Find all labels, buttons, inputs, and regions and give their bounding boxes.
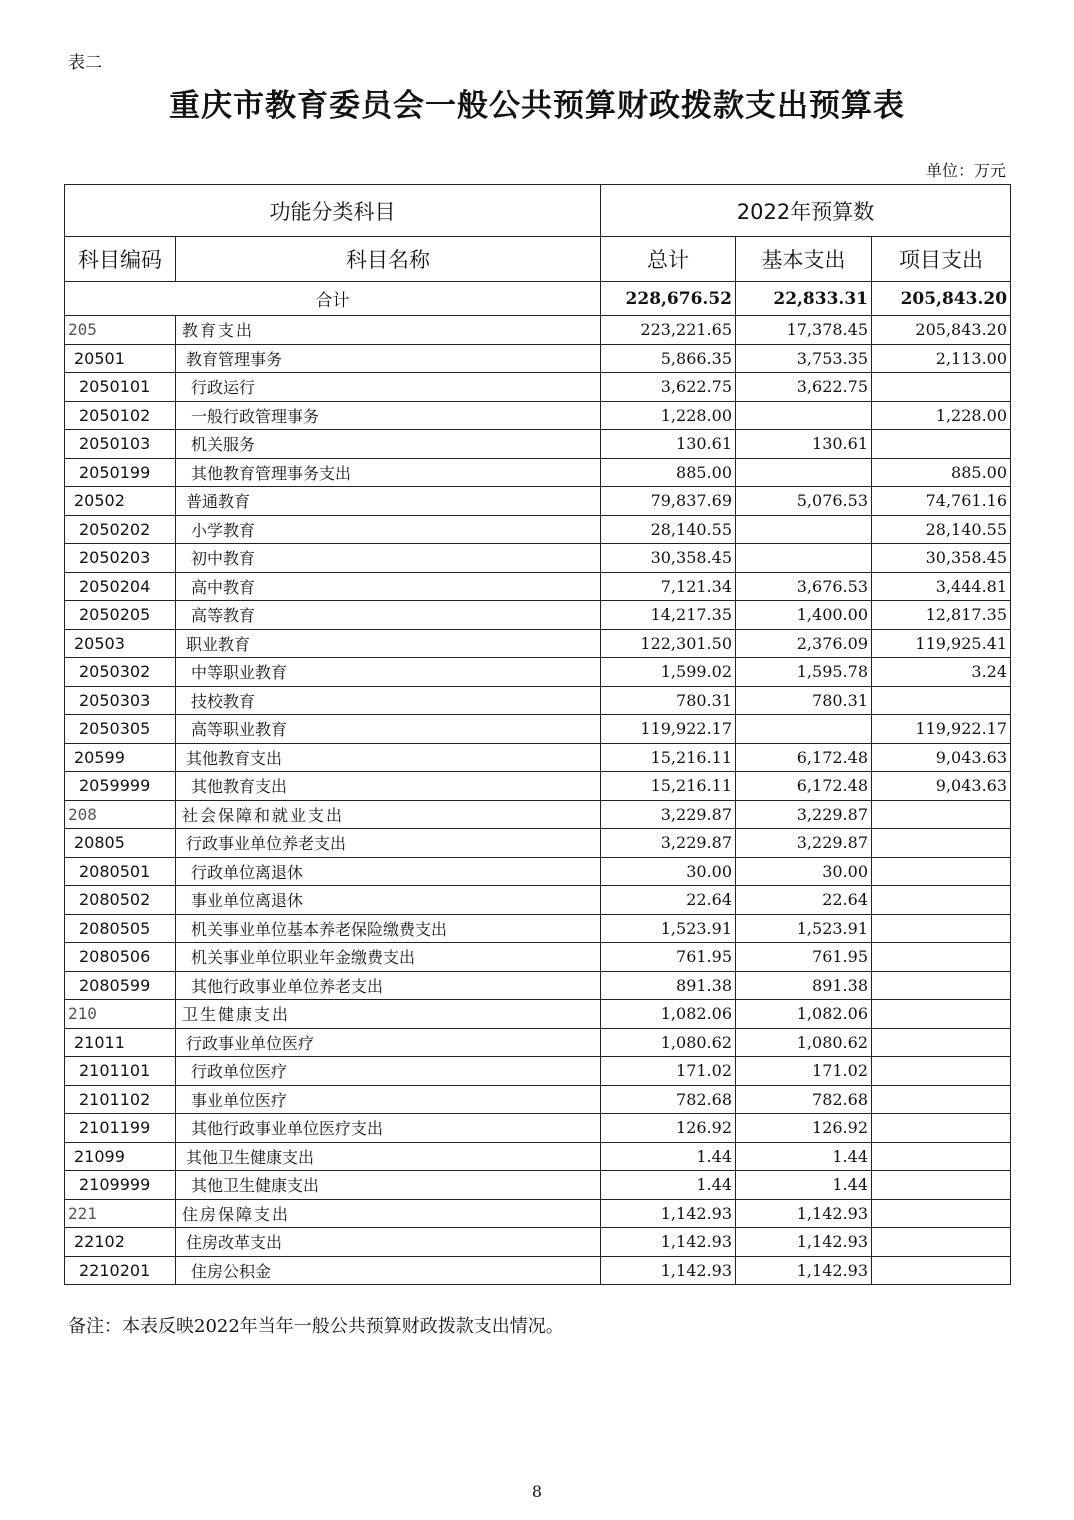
row-basic: 3,622.75 bbox=[736, 373, 872, 402]
row-name: 其他教育管理事务支出 bbox=[176, 458, 601, 487]
row-project bbox=[872, 886, 1011, 915]
table-row bbox=[65, 1199, 1011, 1228]
row-code: 2050204 bbox=[65, 572, 176, 601]
row-name: 行政运行 bbox=[176, 373, 601, 402]
row-code: 2101199 bbox=[65, 1114, 176, 1143]
table-row bbox=[65, 1228, 1011, 1257]
table-row bbox=[65, 1256, 1011, 1285]
row-basic: 30.00 bbox=[736, 857, 872, 886]
page-number: 8 bbox=[531, 1482, 543, 1501]
row-code: 2050203 bbox=[65, 544, 176, 573]
row-project bbox=[872, 1057, 1011, 1086]
row-code: 2101101 bbox=[65, 1057, 176, 1086]
row-code: 221 bbox=[65, 1199, 176, 1228]
row-project bbox=[872, 373, 1011, 402]
row-total: 122,301.50 bbox=[601, 629, 736, 658]
row-basic: 1.44 bbox=[736, 1142, 872, 1171]
row-code: 20501 bbox=[65, 344, 176, 373]
row-total: 119,922.17 bbox=[601, 715, 736, 744]
row-code: 2109999 bbox=[65, 1171, 176, 1200]
row-name: 行政单位离退休 bbox=[176, 857, 601, 886]
row-total: 1,523.91 bbox=[601, 914, 736, 943]
row-basic bbox=[736, 458, 872, 487]
row-code: 205 bbox=[65, 316, 176, 345]
row-total: 28,140.55 bbox=[601, 515, 736, 544]
table-row bbox=[65, 772, 1011, 801]
row-total: 22.64 bbox=[601, 886, 736, 915]
table-row bbox=[65, 886, 1011, 915]
row-basic: 3,229.87 bbox=[736, 800, 872, 829]
table-row bbox=[65, 1171, 1011, 1200]
row-total: 761.95 bbox=[601, 943, 736, 972]
table-row bbox=[65, 971, 1011, 1000]
table-row bbox=[65, 458, 1011, 487]
row-basic: 17,378.45 bbox=[736, 316, 872, 345]
row-name: 普通教育 bbox=[176, 487, 601, 516]
row-total: 1,228.00 bbox=[601, 401, 736, 430]
row-total: 30,358.45 bbox=[601, 544, 736, 573]
row-basic bbox=[736, 544, 872, 573]
row-basic: 3,229.87 bbox=[736, 829, 872, 858]
row-basic: 1,082.06 bbox=[736, 1000, 872, 1029]
row-name: 事业单位离退休 bbox=[176, 886, 601, 915]
row-name: 其他教育支出 bbox=[176, 772, 601, 801]
row-code: 21099 bbox=[65, 1142, 176, 1171]
row-code: 2050103 bbox=[65, 430, 176, 459]
row-project: 119,925.41 bbox=[872, 629, 1011, 658]
row-total: 171.02 bbox=[601, 1057, 736, 1086]
row-project bbox=[872, 1256, 1011, 1285]
row-basic: 22.64 bbox=[736, 886, 872, 915]
row-code: 208 bbox=[65, 800, 176, 829]
row-basic: 2,376.09 bbox=[736, 629, 872, 658]
row-basic: 1,080.62 bbox=[736, 1028, 872, 1057]
row-name: 初中教育 bbox=[176, 544, 601, 573]
row-total: 891.38 bbox=[601, 971, 736, 1000]
row-code: 21011 bbox=[65, 1028, 176, 1057]
row-basic: 171.02 bbox=[736, 1057, 872, 1086]
table-row bbox=[65, 829, 1011, 858]
row-name: 行政单位医疗 bbox=[176, 1057, 601, 1086]
total-row bbox=[65, 282, 1011, 316]
row-code: 2101102 bbox=[65, 1085, 176, 1114]
row-total: 3,622.75 bbox=[601, 373, 736, 402]
table-row bbox=[65, 373, 1011, 402]
row-total: 1,142.93 bbox=[601, 1199, 736, 1228]
row-code: 22102 bbox=[65, 1228, 176, 1257]
row-project: 3.24 bbox=[872, 658, 1011, 687]
row-code: 2080506 bbox=[65, 943, 176, 972]
row-project bbox=[872, 1171, 1011, 1200]
row-name: 其他教育支出 bbox=[176, 743, 601, 772]
row-basic: 1,142.93 bbox=[736, 1199, 872, 1228]
row-project bbox=[872, 857, 1011, 886]
row-total: 7,121.34 bbox=[601, 572, 736, 601]
row-basic: 130.61 bbox=[736, 430, 872, 459]
row-code: 2050305 bbox=[65, 715, 176, 744]
row-name: 卫生健康支出 bbox=[176, 1000, 601, 1029]
header-name: 科目名称 bbox=[176, 237, 601, 282]
row-total: 1.44 bbox=[601, 1171, 736, 1200]
header-code: 科目编码 bbox=[65, 237, 176, 282]
row-project: 9,043.63 bbox=[872, 743, 1011, 772]
row-name: 一般行政管理事务 bbox=[176, 401, 601, 430]
row-code: 2080505 bbox=[65, 914, 176, 943]
row-name: 其他行政事业单位养老支出 bbox=[176, 971, 601, 1000]
row-project bbox=[872, 1228, 1011, 1257]
table-row bbox=[65, 715, 1011, 744]
table-row bbox=[65, 1057, 1011, 1086]
table-row bbox=[65, 629, 1011, 658]
footnote: 备注：本表反映2022年当年一般公共预算财政拨款支出情况。 bbox=[68, 1316, 564, 1337]
row-project: 3,444.81 bbox=[872, 572, 1011, 601]
table-row bbox=[65, 487, 1011, 516]
header-function-category: 功能分类科目 bbox=[65, 185, 601, 237]
table-row bbox=[65, 857, 1011, 886]
row-basic bbox=[736, 715, 872, 744]
row-code: 20599 bbox=[65, 743, 176, 772]
row-name: 高中教育 bbox=[176, 572, 601, 601]
row-project bbox=[872, 1199, 1011, 1228]
row-basic: 126.92 bbox=[736, 1114, 872, 1143]
table-row bbox=[65, 1000, 1011, 1029]
table-row bbox=[65, 1085, 1011, 1114]
row-name: 住房改革支出 bbox=[176, 1228, 601, 1257]
row-code: 20805 bbox=[65, 829, 176, 858]
row-name: 职业教育 bbox=[176, 629, 601, 658]
row-project: 12,817.35 bbox=[872, 601, 1011, 630]
table-row bbox=[65, 316, 1011, 345]
row-total: 885.00 bbox=[601, 458, 736, 487]
row-name: 其他行政事业单位医疗支出 bbox=[176, 1114, 601, 1143]
row-name: 其他卫生健康支出 bbox=[176, 1171, 601, 1200]
row-code: 20502 bbox=[65, 487, 176, 516]
row-total: 782.68 bbox=[601, 1085, 736, 1114]
row-name: 住房公积金 bbox=[176, 1256, 601, 1285]
row-project: 205,843.20 bbox=[872, 316, 1011, 345]
row-code: 2050302 bbox=[65, 658, 176, 687]
row-code: 2080599 bbox=[65, 971, 176, 1000]
row-basic: 3,676.53 bbox=[736, 572, 872, 601]
row-basic bbox=[736, 515, 872, 544]
row-total: 1,082.06 bbox=[601, 1000, 736, 1029]
row-project bbox=[872, 1142, 1011, 1171]
row-code: 2080501 bbox=[65, 857, 176, 886]
row-name: 教育管理事务 bbox=[176, 344, 601, 373]
row-basic: 891.38 bbox=[736, 971, 872, 1000]
table-row bbox=[65, 743, 1011, 772]
row-name: 技校教育 bbox=[176, 686, 601, 715]
page-title: 重庆市教育委员会一般公共预算财政拨款支出预算表 bbox=[169, 88, 905, 124]
row-total: 1,142.93 bbox=[601, 1256, 736, 1285]
row-name: 机关事业单位基本养老保险缴费支出 bbox=[176, 914, 601, 943]
row-total: 1,080.62 bbox=[601, 1028, 736, 1057]
row-total: 30.00 bbox=[601, 857, 736, 886]
row-total: 223,221.65 bbox=[601, 316, 736, 345]
row-basic: 6,172.48 bbox=[736, 772, 872, 801]
table-row bbox=[65, 658, 1011, 687]
header-total: 总计 bbox=[601, 237, 736, 282]
row-project: 1,228.00 bbox=[872, 401, 1011, 430]
row-total: 1,599.02 bbox=[601, 658, 736, 687]
row-code: 2050101 bbox=[65, 373, 176, 402]
header-basic: 基本支出 bbox=[736, 237, 872, 282]
row-project: 74,761.16 bbox=[872, 487, 1011, 516]
row-name: 机关事业单位职业年金缴费支出 bbox=[176, 943, 601, 972]
row-project: 28,140.55 bbox=[872, 515, 1011, 544]
row-total: 15,216.11 bbox=[601, 743, 736, 772]
row-code: 20503 bbox=[65, 629, 176, 658]
row-total: 3,229.87 bbox=[601, 800, 736, 829]
row-project: 2,113.00 bbox=[872, 344, 1011, 373]
total-basic: 22,833.31 bbox=[736, 282, 872, 316]
row-project bbox=[872, 430, 1011, 459]
row-code: 2080502 bbox=[65, 886, 176, 915]
row-basic: 780.31 bbox=[736, 686, 872, 715]
total-label: 合计 bbox=[65, 282, 601, 316]
row-basic: 1,523.91 bbox=[736, 914, 872, 943]
table-row bbox=[65, 914, 1011, 943]
row-code: 2050199 bbox=[65, 458, 176, 487]
row-code: 2050303 bbox=[65, 686, 176, 715]
row-project bbox=[872, 1114, 1011, 1143]
row-basic: 5,076.53 bbox=[736, 487, 872, 516]
header-budget-2022: 2022年预算数 bbox=[601, 185, 1011, 237]
row-total: 780.31 bbox=[601, 686, 736, 715]
row-code: 210 bbox=[65, 1000, 176, 1029]
row-basic: 1,142.93 bbox=[736, 1256, 872, 1285]
row-total: 5,866.35 bbox=[601, 344, 736, 373]
row-total: 130.61 bbox=[601, 430, 736, 459]
row-total: 126.92 bbox=[601, 1114, 736, 1143]
table-row bbox=[65, 515, 1011, 544]
row-project bbox=[872, 829, 1011, 858]
table-row bbox=[65, 1142, 1011, 1171]
row-basic: 1.44 bbox=[736, 1171, 872, 1200]
row-total: 14,217.35 bbox=[601, 601, 736, 630]
row-project bbox=[872, 943, 1011, 972]
row-project bbox=[872, 971, 1011, 1000]
row-project bbox=[872, 1000, 1011, 1029]
row-basic: 6,172.48 bbox=[736, 743, 872, 772]
table-row bbox=[65, 544, 1011, 573]
row-total: 79,837.69 bbox=[601, 487, 736, 516]
row-name: 行政事业单位养老支出 bbox=[176, 829, 601, 858]
row-name: 其他卫生健康支出 bbox=[176, 1142, 601, 1171]
row-name: 小学教育 bbox=[176, 515, 601, 544]
row-project bbox=[872, 1085, 1011, 1114]
row-code: 2050205 bbox=[65, 601, 176, 630]
total-project: 205,843.20 bbox=[872, 282, 1011, 316]
row-basic: 1,400.00 bbox=[736, 601, 872, 630]
row-project: 30,358.45 bbox=[872, 544, 1011, 573]
table-row bbox=[65, 601, 1011, 630]
table-row bbox=[65, 344, 1011, 373]
budget-table bbox=[64, 184, 1011, 1285]
row-project: 9,043.63 bbox=[872, 772, 1011, 801]
row-basic: 1,595.78 bbox=[736, 658, 872, 687]
row-basic: 761.95 bbox=[736, 943, 872, 972]
row-project: 119,922.17 bbox=[872, 715, 1011, 744]
row-basic: 1,142.93 bbox=[736, 1228, 872, 1257]
table-row bbox=[65, 1114, 1011, 1143]
row-name: 行政事业单位医疗 bbox=[176, 1028, 601, 1057]
row-code: 2050102 bbox=[65, 401, 176, 430]
row-project bbox=[872, 686, 1011, 715]
table-row bbox=[65, 686, 1011, 715]
table-row bbox=[65, 943, 1011, 972]
row-project bbox=[872, 914, 1011, 943]
row-name: 教育支出 bbox=[176, 316, 601, 345]
row-code: 2050202 bbox=[65, 515, 176, 544]
row-total: 1,142.93 bbox=[601, 1228, 736, 1257]
table-row bbox=[65, 572, 1011, 601]
row-code: 2059999 bbox=[65, 772, 176, 801]
row-total: 3,229.87 bbox=[601, 829, 736, 858]
row-name: 住房保障支出 bbox=[176, 1199, 601, 1228]
row-basic: 782.68 bbox=[736, 1085, 872, 1114]
row-name: 中等职业教育 bbox=[176, 658, 601, 687]
row-total: 1.44 bbox=[601, 1142, 736, 1171]
row-project bbox=[872, 800, 1011, 829]
table-row bbox=[65, 800, 1011, 829]
row-basic: 3,753.35 bbox=[736, 344, 872, 373]
row-name: 机关服务 bbox=[176, 430, 601, 459]
table-row bbox=[65, 430, 1011, 459]
row-name: 社会保障和就业支出 bbox=[176, 800, 601, 829]
row-name: 高等职业教育 bbox=[176, 715, 601, 744]
row-name: 高等教育 bbox=[176, 601, 601, 630]
total-sum: 228,676.52 bbox=[601, 282, 736, 316]
row-basic bbox=[736, 401, 872, 430]
table-row bbox=[65, 401, 1011, 430]
table-row bbox=[65, 1028, 1011, 1057]
row-project: 885.00 bbox=[872, 458, 1011, 487]
row-code: 2210201 bbox=[65, 1256, 176, 1285]
row-name: 事业单位医疗 bbox=[176, 1085, 601, 1114]
table-label: 表二 bbox=[68, 53, 102, 73]
header-project: 项目支出 bbox=[872, 237, 1011, 282]
unit-label: 单位：万元 bbox=[925, 161, 1006, 180]
row-project bbox=[872, 1028, 1011, 1057]
row-total: 15,216.11 bbox=[601, 772, 736, 801]
